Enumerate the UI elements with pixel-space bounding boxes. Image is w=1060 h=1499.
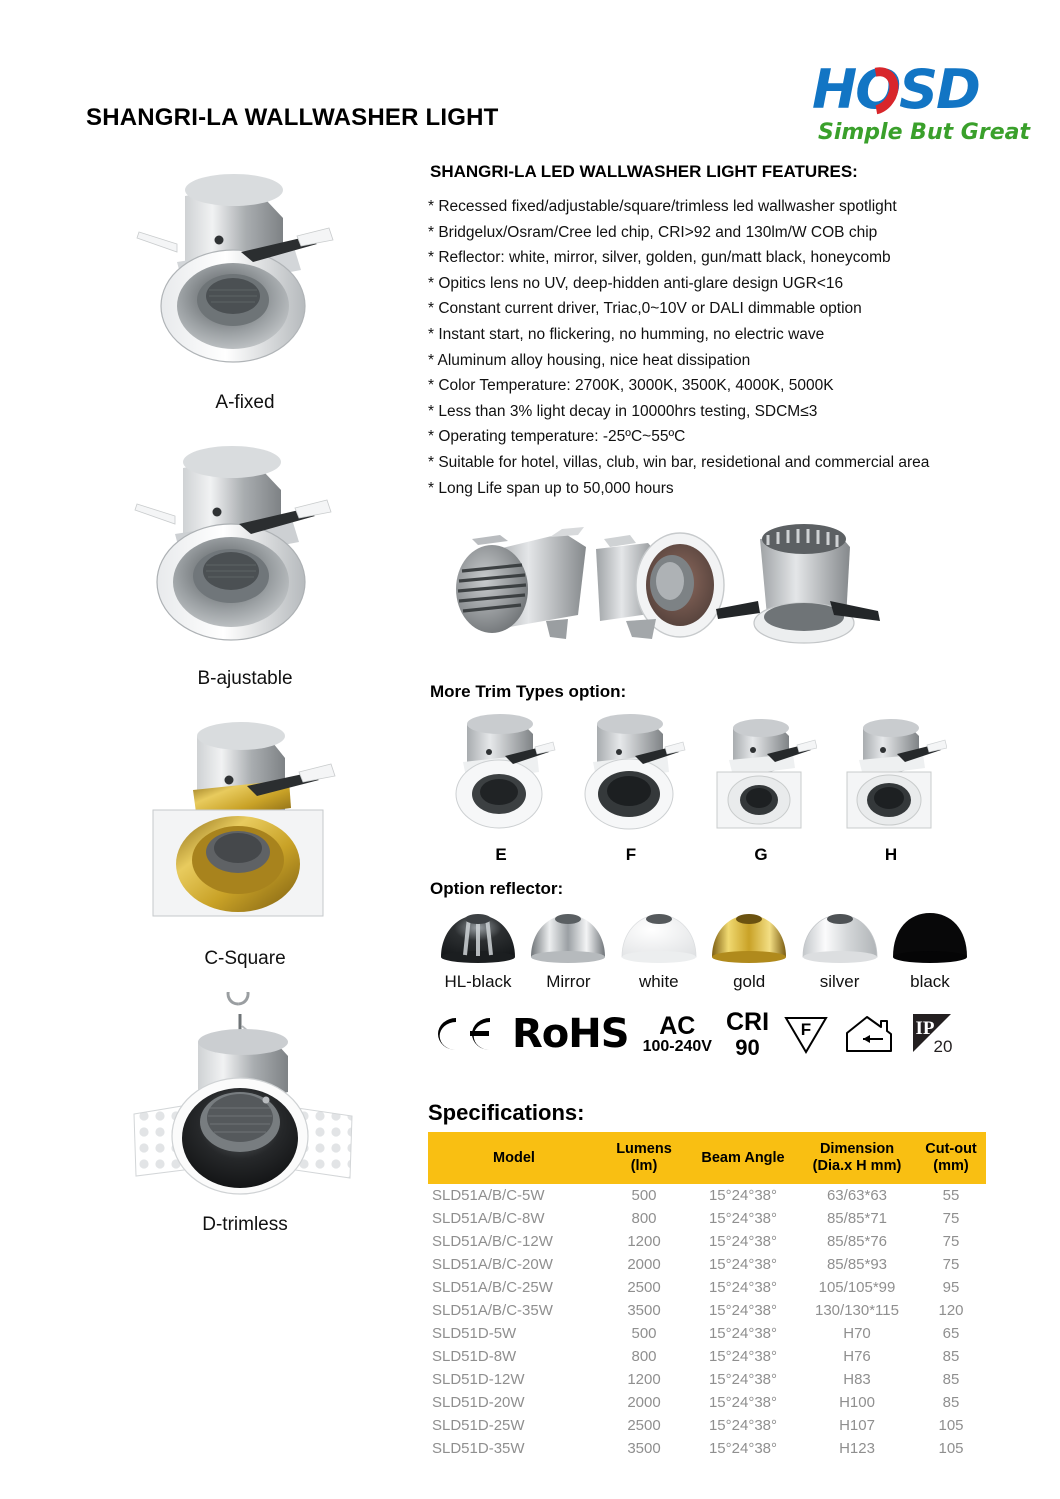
table-row: SLD51D-20W 2000 15°24°38° H100 85 bbox=[432, 1394, 960, 1411]
reflector-option-gold[interactable] bbox=[705, 907, 793, 992]
reflector-black-photo bbox=[889, 907, 971, 963]
specifications-table bbox=[428, 1132, 986, 1460]
product-variant-c-label: C-Square bbox=[204, 948, 286, 969]
table-row: SLD51A/B/C-12W 1200 15°24°38° 85/85*76 75 bbox=[432, 1233, 960, 1250]
reflector-gold-photo bbox=[708, 907, 790, 963]
feature-item: * Operating temperature: -25ºC~55ºC bbox=[428, 428, 686, 446]
reflector-option-mirror[interactable] bbox=[524, 907, 612, 992]
reflector-option-black[interactable] bbox=[886, 907, 974, 992]
logo-wordmark bbox=[812, 60, 998, 122]
feature-item: * Recessed fixed/adjustable/square/trimless led wallwasher spotlight bbox=[428, 198, 897, 215]
trim-round-f-photo bbox=[575, 710, 687, 838]
reflector-option-silver-label: silver bbox=[819, 972, 860, 992]
specifications-table-body bbox=[428, 1184, 986, 1460]
downlight-adjustable-photo bbox=[125, 436, 365, 666]
feature-item: * Suitable for hotel, villas, club, win bar, residetional and commercial area bbox=[428, 453, 930, 471]
logo-tagline: Simple But Great bbox=[818, 120, 1030, 145]
downlight-square-photo bbox=[125, 716, 365, 946]
trim-square-h-photo bbox=[835, 710, 947, 838]
cri-mark bbox=[726, 1009, 769, 1058]
table-row: SLD51D-35W 3500 15°24°38° H123 105 bbox=[432, 1440, 964, 1457]
ac-voltage-mark-bottom: 100-240V bbox=[642, 1037, 712, 1055]
indoor-use-mark-icon bbox=[843, 1013, 897, 1055]
reflector-option-gold-label: gold bbox=[733, 972, 766, 992]
option-reflector-heading: Option reflector: bbox=[430, 879, 564, 899]
product-variant-d-label: D-trimless bbox=[202, 1214, 288, 1235]
table-row: SLD51D-5W 500 15°24°38° H70 65 bbox=[432, 1325, 960, 1342]
feature-item: * Instant start, no flickering, no humming, no electric wave bbox=[428, 325, 825, 343]
feature-item: * Color Temperature: 2700K, 3000K, 3500K, 4000K, 5000K bbox=[428, 377, 834, 395]
table-row: SLD51D-25W 2500 15°24°38° H107 105 bbox=[432, 1417, 964, 1434]
column-header-model: Model bbox=[428, 1132, 600, 1184]
trim-option-h-label: H bbox=[884, 845, 898, 865]
rohs-mark-label: RoHS bbox=[512, 1011, 629, 1058]
feature-item: * Long Life span up to 50,000 hours bbox=[428, 479, 674, 497]
table-row: SLD51A/B/C-8W 800 15°24°38° 85/85*71 75 bbox=[432, 1210, 960, 1227]
product-group-photo bbox=[438, 511, 908, 661]
feature-item: * Aluminum alloy housing, nice heat dissipation bbox=[428, 351, 751, 369]
product-variant-b bbox=[80, 436, 410, 690]
specifications-heading: Specifications: bbox=[428, 1100, 585, 1125]
table-row: SLD51D-8W 800 15°24°38° H76 85 bbox=[432, 1348, 960, 1365]
reflector-silver-photo bbox=[799, 907, 881, 963]
reflector-option-white[interactable] bbox=[615, 907, 703, 992]
table-row: SLD51A/B/C-35W 3500 15°24°38° 130/130*115 120 bbox=[432, 1302, 964, 1319]
reflector-hl-black-photo bbox=[437, 907, 519, 963]
page-title: SHANGRI-LA WALLWASHER LIGHT bbox=[86, 104, 499, 131]
trim-option-e[interactable] bbox=[441, 710, 561, 865]
reflector-mirror-photo bbox=[527, 907, 609, 963]
reflector-option-white-label: white bbox=[638, 972, 679, 992]
trim-round-e-photo bbox=[445, 710, 557, 838]
table-row: SLD51A/B/C-5W 500 15°24°38° 63/63*63 55 bbox=[432, 1187, 960, 1204]
trim-option-h[interactable] bbox=[831, 710, 951, 865]
feature-item: * Constant current driver, Triac,0~10V or DALI dimmable option bbox=[428, 300, 862, 318]
ac-voltage-mark bbox=[643, 1013, 712, 1056]
reflector-option-silver[interactable] bbox=[796, 907, 884, 992]
column-header-beam-angle: Beam Angle bbox=[688, 1132, 798, 1184]
trim-option-f[interactable] bbox=[571, 710, 691, 865]
table-row: SLD51A/B/C-20W 2000 15°24°38° 85/85*93 75 bbox=[432, 1256, 960, 1273]
trim-option-g-label: G bbox=[754, 845, 768, 865]
ce-mark-icon bbox=[434, 1012, 498, 1056]
table-row: SLD51D-12W 1200 15°24°38° H83 85 bbox=[432, 1371, 960, 1388]
trim-types-row bbox=[436, 710, 956, 865]
downlight-trimless-photo bbox=[110, 992, 380, 1212]
product-variant-b-label: B-ajustable bbox=[197, 668, 293, 689]
reflector-options-row bbox=[434, 907, 974, 992]
feature-item: * Reflector: white, mirror, silver, golden, gun/matt black, honeycomb bbox=[428, 249, 891, 267]
product-variant-a-label: A-fixed bbox=[215, 392, 275, 413]
feature-item: * Bridgelux/Osram/Cree led chip, CRI>92 and 130lm/W COB chip bbox=[428, 223, 878, 241]
ac-voltage-mark-top: AC bbox=[659, 1011, 696, 1040]
trim-option-f-label: F bbox=[625, 845, 637, 865]
table-header-row bbox=[428, 1132, 986, 1184]
column-header-lumens: Lumens (lm) bbox=[600, 1132, 688, 1184]
column-header-dimension: Dimension (Dia.x H mm) bbox=[798, 1132, 916, 1184]
features-heading: SHANGRI-LA LED WALLWASHER LIGHT FEATURES: bbox=[430, 162, 858, 181]
reflector-option-hl-black-label: HL-black bbox=[444, 972, 512, 992]
hosd-logo bbox=[812, 58, 1030, 152]
product-variant-a bbox=[80, 160, 410, 414]
reflector-option-black-label: black bbox=[910, 972, 950, 992]
reflector-option-mirror-label: Mirror bbox=[546, 972, 591, 992]
reflector-white-photo bbox=[618, 907, 700, 963]
table-row: SLD51A/B/C-25W 2500 15°24°38° 105/105*99 95 bbox=[432, 1279, 960, 1296]
ip-rating-mark-top: IP bbox=[915, 1018, 935, 1040]
svg-text:F: F bbox=[800, 1020, 812, 1040]
product-variant-c bbox=[80, 716, 410, 970]
cri-mark-top: CRI bbox=[725, 1008, 770, 1037]
features-list bbox=[428, 194, 988, 501]
product-variant-list bbox=[80, 160, 410, 1240]
certification-badges bbox=[434, 1008, 988, 1060]
trim-square-g-photo bbox=[705, 710, 817, 838]
trim-option-g[interactable] bbox=[701, 710, 821, 865]
cri-mark-bottom: 90 bbox=[735, 1034, 760, 1060]
feature-item: * Opitics lens no UV, deep-hidden anti-glare design UGR<16 bbox=[428, 274, 844, 292]
trim-types-heading: More Trim Types option: bbox=[430, 682, 627, 702]
ip-rating-mark-bottom: 20 bbox=[933, 1037, 953, 1057]
column-header-cutout: Cut-out (mm) bbox=[916, 1132, 986, 1184]
logo-letters: HOSD bbox=[812, 58, 979, 121]
product-variant-d bbox=[80, 992, 410, 1236]
downlight-fixed-photo bbox=[125, 160, 365, 390]
right-content-column bbox=[428, 162, 988, 1066]
feature-item: * Less than 3% light decay in 10000hrs testing, SDCM≤3 bbox=[428, 402, 818, 420]
f-rated-mark-icon bbox=[783, 1013, 829, 1055]
reflector-option-hl-black[interactable] bbox=[434, 907, 522, 992]
ip-rating-mark-icon bbox=[911, 1012, 959, 1056]
trim-option-e-label: E bbox=[495, 845, 507, 865]
